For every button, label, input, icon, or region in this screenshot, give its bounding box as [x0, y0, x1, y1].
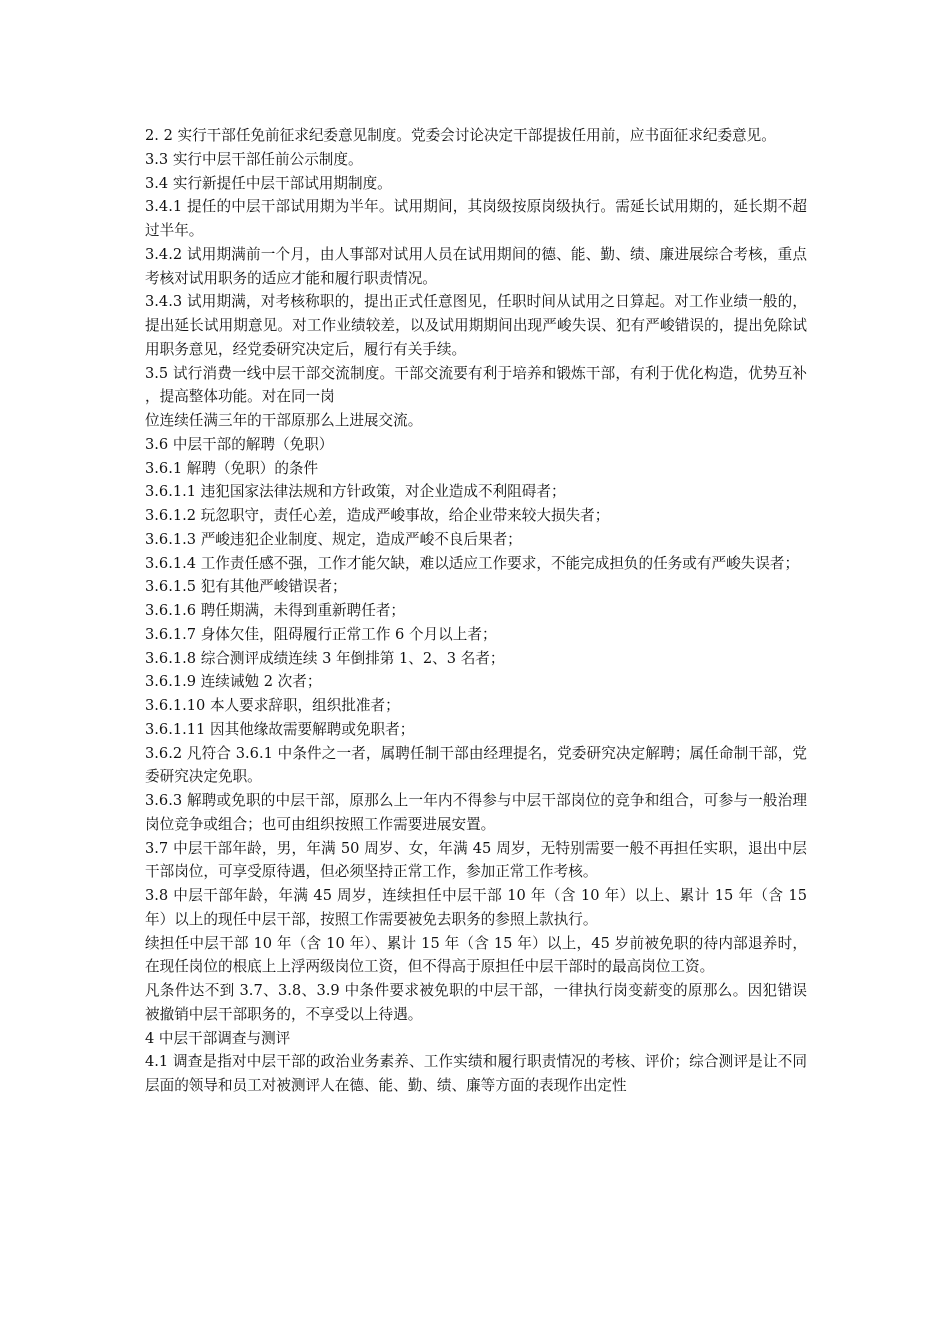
paragraph-3-7-age: 3.7 中层干部年龄，男，年满 50 周岁、女，年满 45 周岁，无特别需要一般不再担任实职，退出中层干部岗位，可享受原待遇，但必须坚持正常工作，参加正常工作考核。 [145, 839, 807, 881]
paragraph-3-6-3: 3.6.3 解聘或免职的中层干部，原那么上一年内不得参与中层干部岗位的竞争和组合，可参与一般治理岗位竞争或组合；也可由组织按照工作需要进展安置。 [145, 792, 807, 833]
paragraph-conditions-not-met: 凡条件达不到 3.7、3.8、3.9 中条件要求被免职的中层干部，一律执行岗变薪变的原那么。因犯错误被撤销中层干部职务的，不享受以上待遇。 [145, 982, 807, 1023]
paragraph-3-6-1-conditions: 3.6.1 解聘（免职）的条件 [145, 459, 319, 477]
paragraph-3-8-continued: 续担任中层干部 10 年（含 10 年）、累计 15 年（含 15 年）以上，45 岁前被免职的待内部退养时，在现任岗位的根底上上浮两级岗位工资，但不得高于原担任中层干部时的最高岗位工资。 [145, 934, 807, 976]
paragraph-3-4-3: 3.4.3 试用期满，对考核称职的，提出正式任意图见，任职时间从试用之日算起。对工作业绩一般的，提出延长试用期意见。对工作业绩较差，以及试用期期间出现严峻失误、犯有严峻错误的，提出免除试用职务意见，经党委研究决定后，履行有关手续。 [145, 293, 807, 358]
paragraph-4-1: 4.1 调查是指对中层干部的政治业务素养、工作实绩和履行职责情况的考核、评价；综合测评是让不同层面的领导和员工对被测评人在德、能、勤、绩、廉等方面的表现作出定性 [145, 1053, 807, 1094]
paragraph-3-6-1-9: 3.6.1.9 连续诫勉 2 次者； [145, 673, 322, 691]
paragraph-3-3-publicity: 3.3 实行中层干部任前公示制度。 [145, 150, 363, 168]
paragraph-3-6-1-3: 3.6.1.3 严峻违犯企业制度、规定，造成严峻不良后果者； [145, 530, 522, 548]
paragraph-3-6-1-2: 3.6.1.2 玩忽职守，责任心差，造成严峻事故，给企业带来较大损失者； [145, 507, 610, 524]
paragraph-3-4-2: 3.4.2 试用期满前一个月，由人事部对试用人员在试用期间的德、能、勤、绩、廉进展综合考核，重点考核对试用职务的适应才能和履行职责情况。 [145, 245, 807, 287]
paragraph-3-6-1-6: 3.6.1.6 聘任期满，未得到重新聘任者； [145, 602, 406, 619]
paragraph-3-4-1: 3.4.1 提任的中层干部试用期为半年。试用期间，其岗级按原岗级执行。需延长试用期的，延长期不超过半年。 [145, 198, 807, 239]
paragraph-3-6-1-11: 3.6.1.11 因其他缘故需要解聘或免职者； [145, 720, 415, 738]
paragraph-3-4-probation: 3.4 实行新提任中层干部试用期制度。 [145, 174, 392, 192]
paragraph-3-6-1-8: 3.6.1.8 综合测评成绩连续 3 年倒排第 1、2、3 名者； [145, 649, 505, 667]
paragraph-2-2-disciplinary-opinion: 2. 2 实行干部任免前征求纪委意见制度。党委会讨论决定干部提拔任用前，应书面征求纪委意见。 [145, 127, 776, 144]
paragraph-3-6-1-7: 3.6.1.7 身体欠佳，阻碍履行正常工作 6 个月以上者； [145, 625, 497, 643]
paragraph-3-6-1-4: 3.6.1.4 工作责任感不强，工作才能欠缺，难以适应工作要求，不能完成担负的任务或有严峻失误者； [145, 554, 800, 572]
paragraph-3-6-dismissal: 3.6 中层干部的解聘（免职） [145, 435, 334, 453]
document-page [145, 124, 807, 1098]
paragraph-3-6-1-5: 3.6.1.5 犯有其他严峻错误者； [145, 578, 347, 596]
paragraph-3-6-2: 3.6.2 凡符合 3.6.1 中条件之一者，属聘任制干部由经理提名，党委研究决定解聘；属任命制干部，党委研究决定免职。 [145, 744, 807, 786]
paragraph-3-5-exchange: 3.5 试行消费一线中层干部交流制度。干部交流要有利于培养和锻炼干部，有利于优化构造，优势互补，提高整体功能。对在同一岗 [145, 364, 807, 406]
section-heading-4-survey: 4 中层干部调查与测评 [145, 1029, 291, 1047]
paragraph-3-6-1-1: 3.6.1.1 违犯国家法律法规和方针政策，对企业造成不利阻碍者； [145, 483, 566, 501]
paragraph-3-6-1-10: 3.6.1.10 本人要求辞职，组织批准者； [145, 697, 400, 714]
paragraph-3-8-age: 3.8 中层干部年龄，年满 45 周岁，连续担任中层干部 10 年（含 10 年）以上、累计 15 年（含 15 年）以上的现任中层干部，按照工作需要被免去职务的参照上款执行。 [145, 887, 807, 928]
paragraph-3-5-continued: 位连续任满三年的干部原那么上进展交流。 [145, 412, 423, 429]
